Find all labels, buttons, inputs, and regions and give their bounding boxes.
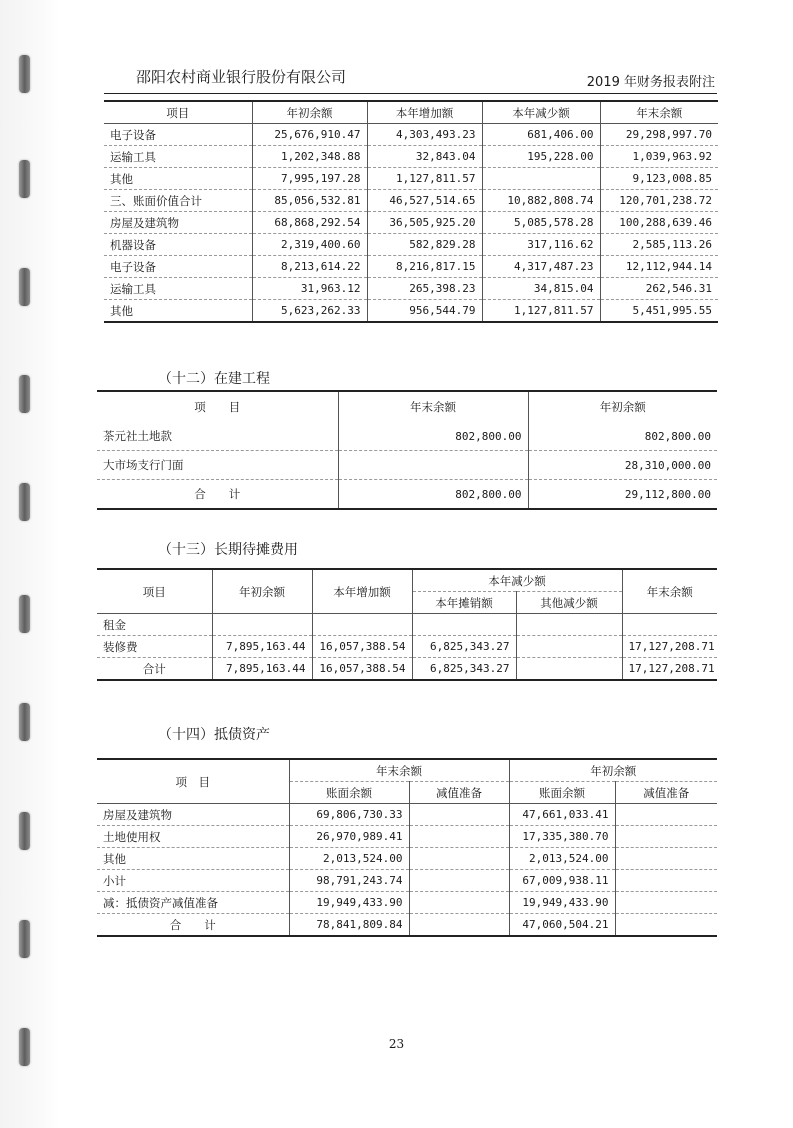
section-title-deferred: （十三）长期待摊费用 — [158, 542, 298, 558]
table-row — [104, 256, 718, 278]
col-header: 年初余额 — [252, 101, 367, 124]
total-value — [409, 914, 509, 937]
cell-value: 19,949,433.90 — [289, 892, 409, 914]
cell-value: 68,868,292.54 — [252, 212, 367, 234]
cell-value: 17,127,208.71 — [622, 636, 717, 658]
table-row — [104, 278, 718, 300]
cell-value: 2,585,113.26 — [600, 234, 718, 256]
total-value — [615, 914, 717, 937]
row-label: 合计 — [142, 661, 166, 676]
group-header: 年初余额 — [509, 759, 717, 782]
cell-value: 2,319,400.60 — [252, 234, 367, 256]
cell-value: 47,661,033.41 — [509, 804, 615, 826]
col-header: 年初余额 — [528, 391, 717, 422]
report-title: 2019 年财务报表附注 — [586, 75, 715, 90]
foreclosed-assets-table — [97, 758, 717, 937]
cell-value: 195,228.00 — [482, 146, 600, 168]
binder-hole — [19, 375, 30, 413]
table-row — [97, 848, 717, 870]
cell-value: 34,815.04 — [482, 278, 600, 300]
col-header: 本年增加额 — [367, 101, 482, 124]
total-label: 合 计 — [169, 917, 216, 932]
col-header: 年末余额 — [600, 101, 718, 124]
cell-value: 98,791,243.74 — [289, 870, 409, 892]
cell-value — [615, 892, 717, 914]
construction-table — [97, 390, 717, 510]
col-header: 项 目 — [194, 400, 241, 414]
cell-value — [409, 848, 509, 870]
binder-strip — [0, 0, 60, 1128]
cell-value — [312, 614, 412, 636]
fixed-assets-table — [104, 100, 718, 323]
deferred-expense-table — [97, 568, 717, 681]
row-label: 电子设备 — [110, 259, 156, 274]
binder-hole — [19, 595, 30, 633]
section-title-foreclosed: （十四）抵债资产 — [158, 727, 270, 743]
cell-value: 9,123,008.85 — [600, 168, 718, 190]
total-value: 78,841,809.84 — [289, 914, 409, 937]
col-header: 项目 — [97, 569, 212, 614]
row-label: 减：抵债资产减值准备 — [103, 895, 218, 910]
cell-value: 681,406.00 — [482, 124, 600, 146]
binder-hole — [19, 812, 30, 850]
cell-value: 36,505,925.20 — [367, 212, 482, 234]
cell-value: 69,806,730.33 — [289, 804, 409, 826]
cell-value: 802,800.00 — [528, 422, 717, 451]
cell-value — [622, 614, 717, 636]
cell-value — [516, 658, 622, 681]
row-label: 茶元社土地款 — [103, 429, 172, 443]
row-label: 房屋及建筑物 — [110, 215, 179, 230]
section-title-construction: （十二）在建工程 — [158, 371, 270, 387]
table-row — [97, 614, 717, 636]
col-header: 项 目 — [97, 759, 289, 804]
cell-value: 5,085,578.28 — [482, 212, 600, 234]
cell-value: 802,800.00 — [338, 422, 528, 451]
col-header: 项目 — [104, 101, 252, 124]
row-label: 房屋及建筑物 — [103, 807, 172, 822]
row-label: 装修费 — [103, 639, 138, 654]
page-number: 23 — [388, 1037, 405, 1051]
col-header: 年末余额 — [622, 569, 717, 614]
table-row — [97, 870, 717, 892]
row-label: 其他 — [103, 851, 126, 866]
cell-value — [516, 614, 622, 636]
row-label: 运输工具 — [110, 281, 156, 296]
cell-value: 85,056,532.81 — [252, 190, 367, 212]
cell-value — [212, 614, 312, 636]
row-label: 机器设备 — [110, 237, 156, 252]
cell-value: 31,963.12 — [252, 278, 367, 300]
table-row — [97, 804, 717, 826]
cell-value: 16,057,388.54 — [312, 636, 412, 658]
cell-value: 25,676,910.47 — [252, 124, 367, 146]
table-row — [104, 124, 718, 146]
header-rule — [104, 93, 717, 94]
cell-value: 317,116.62 — [482, 234, 600, 256]
cell-value — [482, 168, 600, 190]
cell-value — [615, 848, 717, 870]
total-value: 29,112,800.00 — [528, 480, 717, 510]
table-row — [97, 826, 717, 848]
cell-value: 956,544.79 — [367, 300, 482, 323]
cell-value — [338, 451, 528, 480]
cell-value: 1,127,811.57 — [482, 300, 600, 323]
row-label: 租金 — [103, 617, 126, 632]
row-label: 小计 — [103, 873, 126, 888]
cell-value — [409, 826, 509, 848]
cell-value: 29,298,997.70 — [600, 124, 718, 146]
cell-value: 6,825,343.27 — [412, 658, 516, 681]
cell-value — [615, 804, 717, 826]
cell-value: 17,127,208.71 — [622, 658, 717, 681]
cell-value: 1,127,811.57 — [367, 168, 482, 190]
col-header: 本年减少额 — [482, 101, 600, 124]
cell-value — [615, 826, 717, 848]
binder-hole — [19, 703, 30, 741]
cell-value: 2,013,524.00 — [509, 848, 615, 870]
total-label: 合 计 — [194, 487, 241, 501]
cell-value: 7,895,163.44 — [212, 636, 312, 658]
total-value: 802,800.00 — [338, 480, 528, 510]
cell-value: 5,451,995.55 — [600, 300, 718, 323]
cell-value: 8,213,614.22 — [252, 256, 367, 278]
cell-value: 120,701,238.72 — [600, 190, 718, 212]
cell-value — [409, 804, 509, 826]
cell-value — [412, 614, 516, 636]
sub-col-header: 本年摊销额 — [412, 592, 516, 614]
cell-value: 10,882,808.74 — [482, 190, 600, 212]
col-header: 本年增加额 — [312, 569, 412, 614]
cell-value: 6,825,343.27 — [412, 636, 516, 658]
cell-value: 8,216,817.15 — [367, 256, 482, 278]
row-label: 运输工具 — [110, 149, 156, 164]
cell-value: 7,995,197.28 — [252, 168, 367, 190]
col-header: 年末余额 — [338, 391, 528, 422]
row-label: 其他 — [110, 171, 133, 186]
total-value: 47,060,504.21 — [509, 914, 615, 937]
row-label: 三、账面价值合计 — [110, 193, 202, 208]
row-label: 大市场支行门面 — [103, 458, 184, 472]
cell-value — [615, 870, 717, 892]
cell-value: 100,288,639.46 — [600, 212, 718, 234]
table-row — [104, 190, 718, 212]
col-header: 年初余额 — [212, 569, 312, 614]
cell-value — [409, 892, 509, 914]
binder-hole — [19, 268, 30, 306]
cell-value: 265,398.23 — [367, 278, 482, 300]
cell-value: 262,546.31 — [600, 278, 718, 300]
sub-col-header: 减值准备 — [409, 782, 509, 804]
sub-col-header: 减值准备 — [615, 782, 717, 804]
table-row — [104, 212, 718, 234]
cell-value: 26,970,989.41 — [289, 826, 409, 848]
col-header: 本年减少额 — [412, 569, 622, 592]
sub-col-header: 账面余额 — [509, 782, 615, 804]
cell-value: 16,057,388.54 — [312, 658, 412, 681]
cell-value: 12,112,944.14 — [600, 256, 718, 278]
cell-value: 1,202,348.88 — [252, 146, 367, 168]
cell-value: 7,895,163.44 — [212, 658, 312, 681]
cell-value: 46,527,514.65 — [367, 190, 482, 212]
table-row — [97, 658, 717, 681]
cell-value: 4,303,493.23 — [367, 124, 482, 146]
binder-hole — [19, 55, 30, 93]
binder-hole — [19, 483, 30, 521]
table-row — [104, 300, 718, 323]
binder-hole — [19, 160, 30, 198]
binder-hole — [19, 920, 30, 958]
cell-value: 19,949,433.90 — [509, 892, 615, 914]
table-row — [104, 168, 718, 190]
cell-value: 582,829.28 — [367, 234, 482, 256]
table-row — [97, 636, 717, 658]
cell-value: 1,039,963.92 — [600, 146, 718, 168]
group-header: 年末余额 — [289, 759, 509, 782]
table-row — [104, 234, 718, 256]
sub-col-header: 其他减少额 — [516, 592, 622, 614]
table-row — [97, 892, 717, 914]
sub-col-header: 账面余额 — [289, 782, 409, 804]
row-label: 电子设备 — [110, 127, 156, 142]
company-name: 邵阳农村商业银行股份有限公司 — [136, 68, 347, 86]
cell-value: 17,335,380.70 — [509, 826, 615, 848]
cell-value — [409, 870, 509, 892]
cell-value: 5,623,262.33 — [252, 300, 367, 323]
cell-value: 2,013,524.00 — [289, 848, 409, 870]
cell-value: 4,317,487.23 — [482, 256, 600, 278]
cell-value: 67,009,938.11 — [509, 870, 615, 892]
table-row — [104, 146, 718, 168]
cell-value: 32,843.04 — [367, 146, 482, 168]
cell-value — [516, 636, 622, 658]
row-label: 土地使用权 — [103, 829, 161, 844]
row-label: 其他 — [110, 303, 133, 318]
cell-value: 28,310,000.00 — [528, 451, 717, 480]
